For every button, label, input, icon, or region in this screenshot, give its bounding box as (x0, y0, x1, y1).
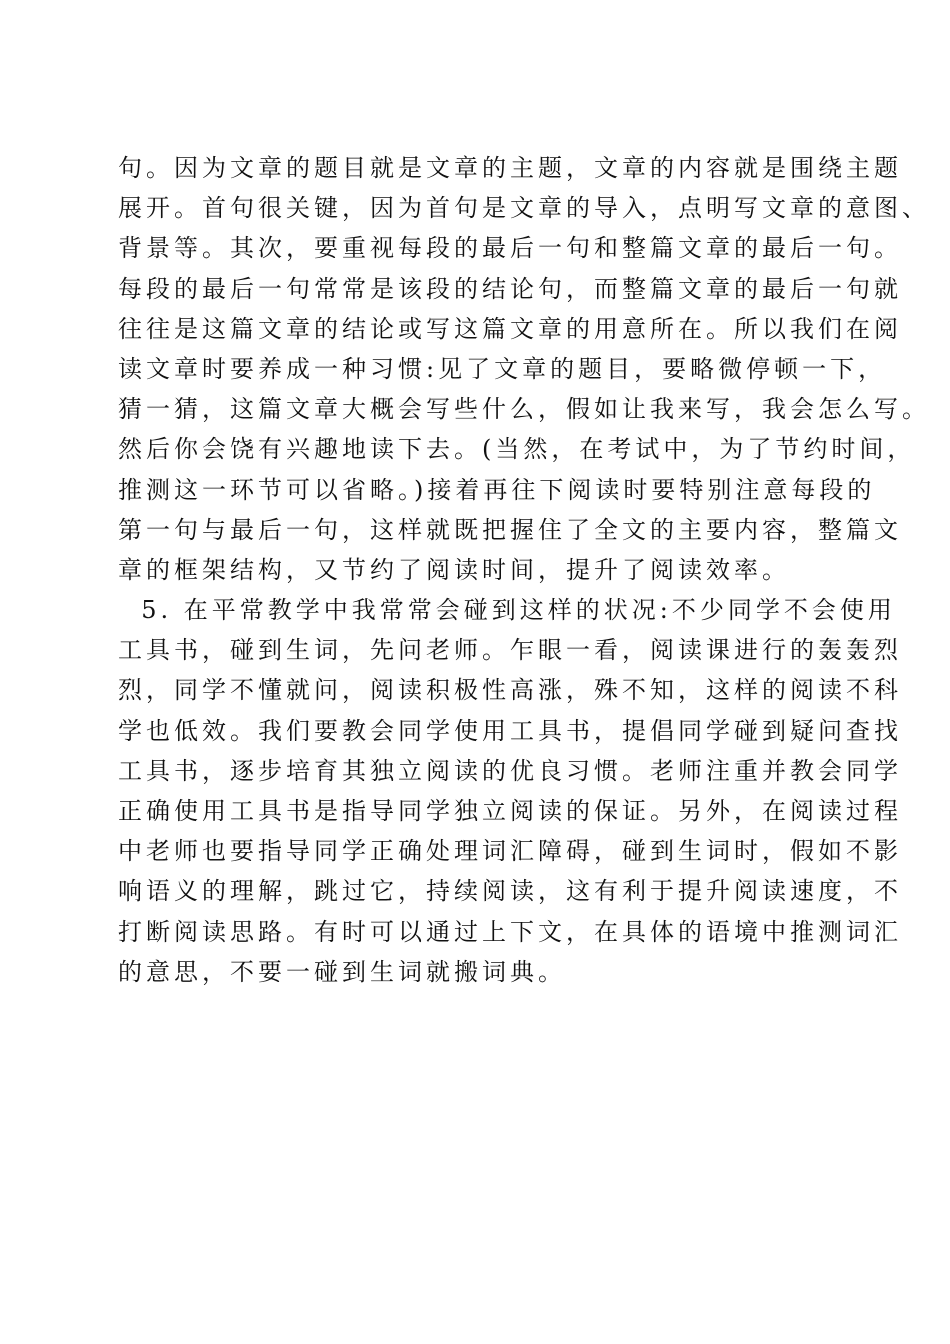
text-line: 第一句与最后一句，这样就既把握住了全文的主要内容，整篇文 (118, 515, 902, 544)
text-line: 中老师也要指导同学正确处理词汇障碍，碰到生词时，假如不影 (118, 837, 902, 866)
text-line: 5. 在平常教学中我常常会碰到这样的状况:不少同学不会使用 (118, 596, 896, 625)
text-line: 往往是这篇文章的结论或写这篇文章的用意所在。所以我们在阅 (118, 314, 902, 343)
text-line: 展开。首句很关键，因为首句是文章的导入，点明写文章的意图、 (118, 194, 930, 223)
text-line: 学也低效。我们要教会同学使用工具书，提倡同学碰到疑问查找 (118, 716, 902, 745)
text-line: 然后你会饶有兴趣地读下去。(当然，在考试中，为了节约时间， (118, 435, 916, 464)
text-line: 工具书，碰到生词，先问老师。乍眼一看，阅读课进行的轰轰烈 (118, 636, 902, 665)
text-line: 推测这一环节可以省略。)接着再往下阅读时要特别注意每段的 (118, 475, 876, 504)
document-body (118, 148, 930, 992)
text-line: 正确使用工具书是指导同学独立阅读的保证。另外，在阅读过程 (118, 797, 902, 825)
text-line: 猜一猜，这篇文章大概会写些什么，假如让我来写，我会怎么写。 (118, 395, 930, 424)
text-line: 读文章时要养成一种习惯:见了文章的题目，要略微停顿一下， (118, 354, 887, 383)
text-line: 烈，同学不懂就问，阅读积极性高涨，殊不知，这样的阅读不科 (118, 676, 902, 705)
text-line: 的意思，不要一碰到生词就搬词典。 (118, 957, 566, 986)
text-line: 章的框架结构，又节约了阅读时间，提升了阅读效率。 (118, 555, 790, 584)
text-line: 打断阅读思路。有时可以通过上下文，在具体的语境中推测词汇 (118, 917, 902, 946)
text-line: 背景等。其次，要重视每段的最后一句和整篇文章的最后一句。 (118, 234, 902, 263)
text-line: 句。因为文章的题目就是文章的主题，文章的内容就是围绕主题 (118, 154, 902, 182)
text-line: 每段的最后一句常常是该段的结论句，而整篇文章的最后一句就 (118, 274, 902, 303)
text-line: 工具书，逐步培育其独立阅读的优良习惯。老师注重并教会同学 (118, 756, 902, 785)
text-line: 响语义的理解，跳过它，持续阅读，这有利于提升阅读速度，不 (118, 877, 902, 906)
